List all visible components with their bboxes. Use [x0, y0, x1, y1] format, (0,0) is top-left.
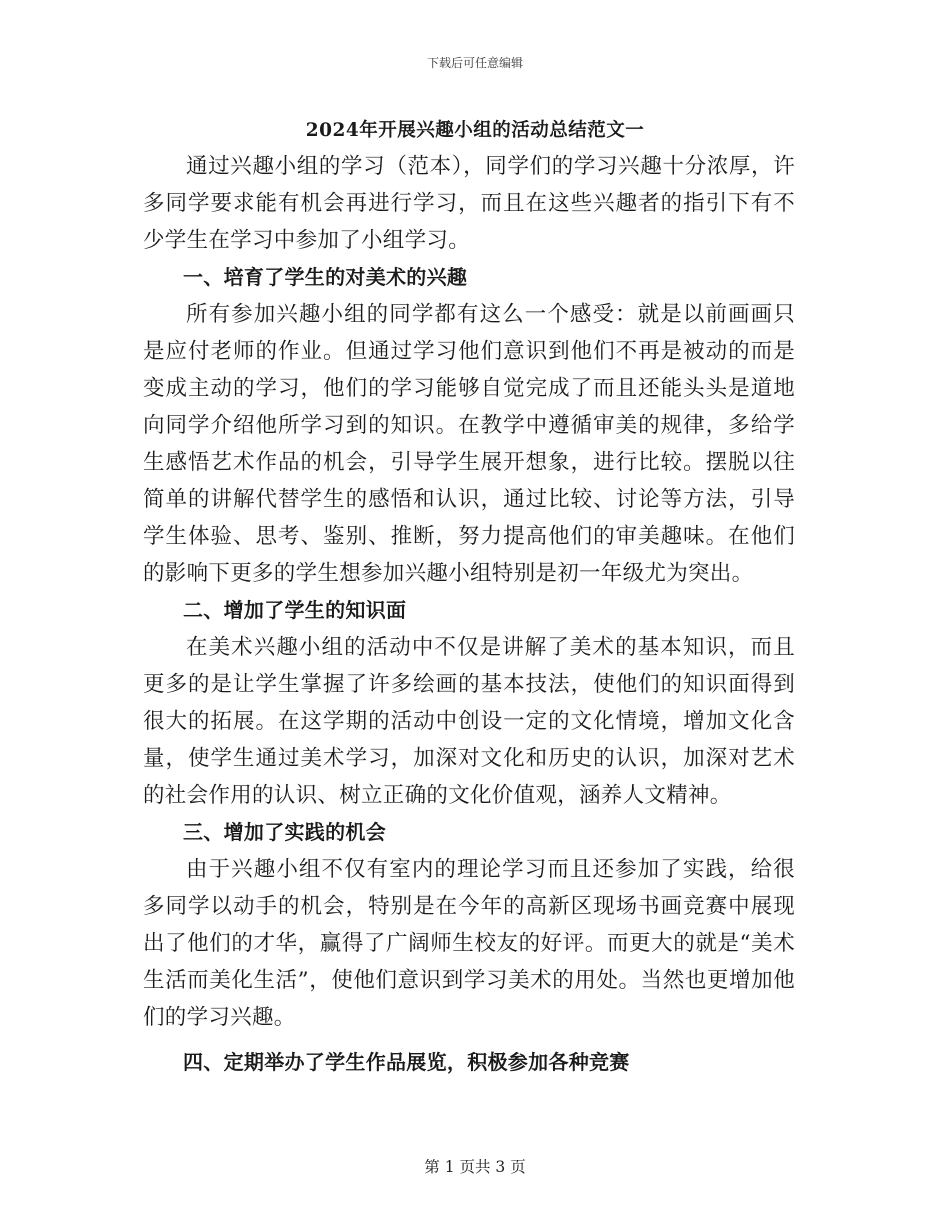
document-title: 2024年开展兴趣小组的活动总结范文一	[305, 120, 645, 141]
header-note: 下载后可任意编辑	[426, 56, 523, 70]
paragraph: 所有参加兴趣小组的同学都有这么一个感受：就是以前画画只是应付老师的作业。但通过学习他们意识到他们不再是被动的而是变成主动的学习，他们的学习能够自觉完成了而且还能头头是道地向同学介绍他所学习到的知识。在教学中遵循审美的规律，多给学生感悟艺术作品的机会，引导学生展开想象，进行比较。摆脱以往简单的讲解代替学生的感悟和认识，通过比较、讨论等方法，引导学生体验、思考、鉴别、推断，努力提高他们的审美趣味。在他们的影响下更多的学生想参加兴趣小组特别是初一年级尤为突出。	[143, 302, 795, 586]
paragraph: 通过兴趣小组的学习（范本），同学们的学习兴趣十分浓厚，许多同学要求能有机会再进行学习，而且在这些兴趣者的指引下有不少学生在学习中参加了小组学习。	[143, 154, 795, 253]
paragraph: 在美术兴趣小组的活动中不仅是讲解了美术的基本知识，而且更多的是让学生掌握了许多绘画的基本技法，使他们的知识面得到很大的拓展。在这学期的活动中创设一定的文化情境，增加文化含量，使学生通过美术学习，加深对文化和历史的认识，加深对艺术的社会作用的认识、树立正确的文化价值观，涵养人文精神。	[143, 635, 795, 808]
section-heading: 四、定期举办了学生作品展览，积极参加各种竞赛	[183, 1050, 630, 1074]
section-heading: 二、增加了学生的知识面	[183, 598, 407, 622]
document-body	[143, 148, 795, 1081]
section-heading: 一、培育了学生的对美术的兴趣	[183, 265, 468, 289]
paragraph: 由于兴趣小组不仅有室内的理论学习而且还参加了实践，给很多同学以动手的机会，特别是在今年的高新区现场书画竞赛中展现出了他们的才华，赢得了广阔师生校友的好评。而更大的就是“美术生活而美化生活”，使他们意识到学习美术的用处。当然也更增加他们的学习兴趣。	[143, 857, 795, 1030]
section-heading: 三、增加了实践的机会	[183, 820, 386, 844]
page-footer: 第 1 页共 3 页	[424, 1158, 526, 1176]
